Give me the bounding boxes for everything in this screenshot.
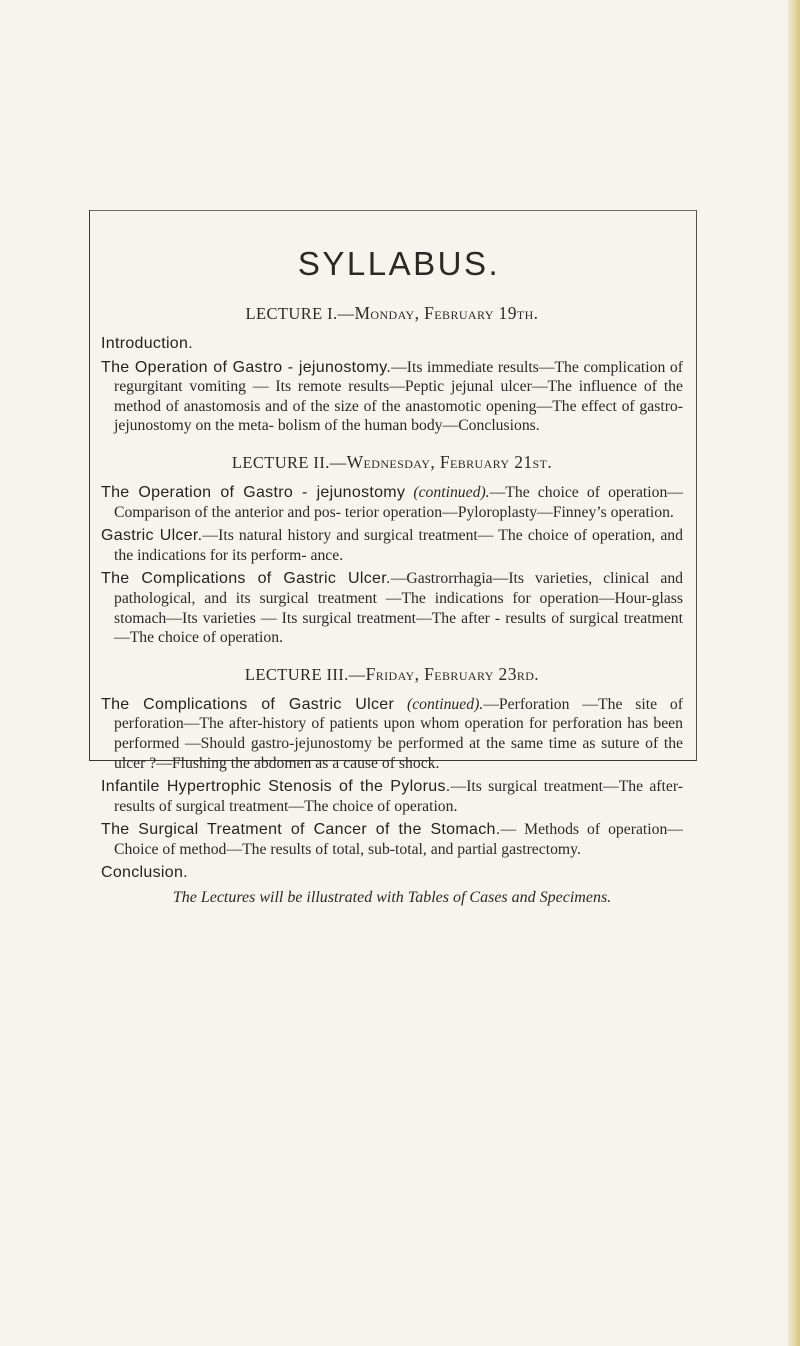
- item-body: —The choice of operation—Comparison of the anterior and pos- terior operation—Pyloroplasty—Finney’s operation.: [114, 483, 683, 521]
- item-heading: Conclusion.: [101, 864, 188, 882]
- syllabus-item: [101, 334, 683, 354]
- syllabus-item: [101, 483, 683, 522]
- item-body: —Its surgical treatment—The after-results of surgical treatment—The choice of operation.: [114, 778, 683, 815]
- lecture-label: LECTURE II.—: [231, 452, 347, 472]
- syllabus-item: [101, 569, 683, 647]
- lecture-date: Friday, February 23rd.: [365, 663, 540, 684]
- footnote: The Lectures will be illustrated with Tables of Cases and Specimens.: [172, 889, 612, 907]
- page-edge: [788, 0, 800, 1346]
- item-body: —Perforation —The site of perforation—The after-history of patients upon whom operation for perforation has been performed —Should gastro-jejunostomy be performed at the same time as suture of the ulcer ?—Flushing the abdomen as a cause of shock.: [114, 695, 683, 772]
- lecture-label: LECTURE I.—: [245, 304, 355, 323]
- syllabus-item: [101, 777, 683, 816]
- item-heading: The Operation of Gastro - jejunostomy.: [101, 358, 392, 376]
- syllabus-item: [101, 358, 683, 436]
- page-title: SYLLABUS.: [297, 245, 501, 282]
- lecture-label: LECTURE III.—: [244, 664, 366, 684]
- lecture-date: Wednesday, February 21st.: [346, 451, 553, 472]
- item-heading: The Complications of Gastric Ulcer: [101, 695, 395, 713]
- item-body: — Methods of operation—Choice of method—The results of total, sub-total, and partial gastrectomy.: [114, 821, 683, 858]
- item-heading: Introduction.: [101, 335, 193, 352]
- item-heading: The Operation of Gastro - jejunostomy: [101, 483, 406, 501]
- item-heading: The Surgical Treatment of Cancer of the Stomach.: [101, 821, 501, 839]
- item-heading: The Complications of Gastric Ulcer.: [101, 570, 391, 588]
- syllabus-item: [101, 820, 683, 859]
- lecture-date: Monday, February 19th.: [354, 303, 539, 323]
- item-heading: Gastric Ulcer.: [101, 527, 203, 545]
- item-body: —Its immediate results—The complication of regurgitant vomiting — Its remote results—Peptic jejunal ulcer—The influence of the method of anastomosis and of the size of the anastomotic opening—The effect of gastro-jejunostomy on the meta- bolism of the human body—Conclusions.: [114, 358, 683, 435]
- syllabus-item: [101, 526, 683, 565]
- item-body: —Gastrorrhagia—Its varieties, clinical and pathological, and its surgical treatment —The indications for operation—Hour-glass stomach—Its varieties — Its surgical treatment—The after - results of surgical treatment—The choice of operation.: [114, 570, 684, 647]
- syllabus-content: [101, 245, 683, 907]
- syllabus-item: [101, 863, 683, 883]
- item-heading: Infantile Hypertrophic Stenosis of the Pylorus.: [101, 778, 451, 796]
- lecture-heading-3: [101, 664, 683, 685]
- item-body: —Its natural history and surgical treatment— The choice of operation, and the indications for its perform- ance.: [114, 527, 683, 564]
- lecture-heading-1: [101, 303, 683, 324]
- item-note: (continued).: [405, 483, 490, 501]
- lecture-heading-2: [101, 452, 683, 473]
- syllabus-item: [101, 695, 683, 773]
- item-note: (continued).: [394, 695, 484, 713]
